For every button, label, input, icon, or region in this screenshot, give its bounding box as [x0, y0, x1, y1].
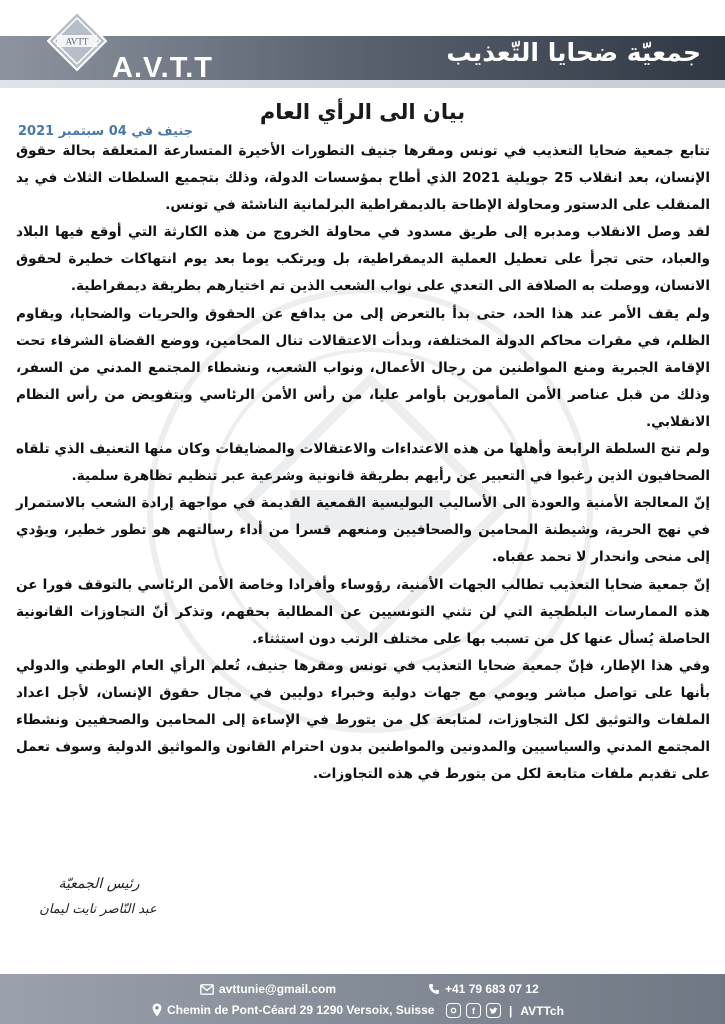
- instagram-icon[interactable]: [446, 1003, 461, 1018]
- document-title: بيان الى الرأي العام: [259, 100, 466, 124]
- org-name: جمعيّة ضحايا التّعذيب: [446, 38, 701, 67]
- paragraph: ولم يقف الأمر عند هذا الحد، حتى بدأ بالتعرض إلى من يدافع عن الحقوق والحريات والضحايا، ويقاوم الظلم، في مقرات محاكم الدولة المختلفة، وبدأت الاعتقالات تنال المحامين، ووضع القضاة الشرفاء تحت الإقامة الجبرية ومنع المواطنين من رجال الأعمال، ونواب الشعب، ونشطاء المجتمع المدني من السفر، وذلك من قبل عناصر الأمن المأمورين بأوامر عليا، من رأس الأمن الرئاسي وبتفويض من رأس النظام الانقلابي.: [16, 305, 710, 430]
- footer: [0, 974, 725, 1024]
- footer-email[interactable]: [200, 982, 336, 996]
- footer-address: [152, 1003, 434, 1017]
- org-acronym: A.V.T.T: [112, 52, 214, 84]
- location-pin-icon: [152, 1003, 162, 1017]
- social-handle: AVTTch: [520, 1003, 564, 1018]
- paragraph: وفي هذا الإطار، فإنّ جمعية ضحايا التعذيب في تونس ومقرها جنيف، تُعلم الرأي العام الوطني والدولي بأنها على تواصل مباشر ويومي مع جهات دولية وخبراء دوليين في مجال حقوق الإنسان، لأجل اعداد الملفات والتوثيق لكل التجاوزات، لمتابعة كل من يتورط في الإساءة إلى المحامين والصحفيين ونشطاء المجتمع المدني والسياسيين والمدونين والمواطنين بدون احترام القانون والمواثيق الدولية وسوف تعمل على تقديم ملفات متابعة لكل من يتورط في هذه التجاوزات.: [16, 657, 710, 783]
- mail-icon: [200, 984, 214, 995]
- paragraph: إنّ المعالجة الأمنية والعودة الى الأساليب البوليسية القمعية القديمة في مواجهة إرادة الشعب بالاستمرار في نهج الحرية، وشيطنة المحامين والصحافيين ومنعهم قسرا من أداء رسالتهم هو تطور خطير، ويؤدي إلى منحى وانحدار لا تحمد عقباه.: [16, 495, 710, 566]
- footer-social[interactable]: [446, 1003, 564, 1018]
- email-text: avttunie@gmail.com: [219, 982, 337, 996]
- facebook-icon[interactable]: f: [466, 1003, 481, 1018]
- paragraph: إنّ جمعية ضحايا التعذيب تطالب الجهات الأمنية، رؤوساء وأفرادا وخاصة الأمن الرئاسي بالتوقف فورا عن هذه الممارسات البلطجية التي لن تثني التونسيين عن المطالبة بحقهم، وتذكر أنّ التجاوزات القانونية الحاصلة يُسأل عنها كل من تسبب بها على مختلف الرتب دون استثناء.: [16, 576, 710, 647]
- header-underline: [0, 80, 725, 88]
- phone-icon: [428, 983, 440, 995]
- logo-text: AVTT: [65, 36, 89, 47]
- letterhead: [0, 0, 725, 100]
- signature-name: عبد النّاصر نايت ليمان: [39, 902, 157, 917]
- address-text: Chemin de Pont-Céard 29 1290 Versoix, Suisse: [167, 1003, 435, 1017]
- paragraph: لقد وصل الانقلاب ومدبره إلى طريق مسدود في محاولة الخروج من هذه الكارثة التي أوقع فيها البلاد والعباد، حتى تجرأ على تعطيل العملية الديمقراطية، بل ويرتكب يوما بعد يوم انتهاكات خطيرة لحقوق الانسان، ووصلت به الصلافة الى التعدي على نواب الشعب الذين تم اختيارهم بطريقة ديمقراطية.: [16, 224, 710, 295]
- separator: |: [509, 1003, 513, 1018]
- paragraph: ولم تنج السلطة الرابعة وأهلها من هذه الاعتداءات والاعتقالات والمضايقات وكان منها التعنيف الذي تلقاه الصحافيون الذين رغبوا في التعبير عن رأيهم بطريقة قانونية وشرعية عبر تنظيم تظاهرة سلمية.: [16, 441, 710, 485]
- footer-phone[interactable]: [428, 982, 539, 996]
- twitter-icon[interactable]: [486, 1003, 501, 1018]
- paragraph: تتابع جمعية ضحايا التعذيب في تونس ومقرها جنيف التطورات الأخيرة المتسارعة المتعلقة بحالة حقوق الإنسان، بعد انقلاب 25 جويلية 2021 الذي أطاح بمؤسسات الدولة، وذلك بتجميع السلطات الثلاث في يد المنقلب على الدستور ومحاولة الإطاحة بالديمقراطية البرلمانية الناشئة في تونس.: [16, 143, 711, 214]
- phone-text: +41 79 683 07 12: [445, 982, 539, 996]
- document-date: جنيف في 04 سبتمبر 2021: [18, 124, 194, 139]
- document-body: [16, 138, 710, 788]
- signature-title: رئيس الجمعيّة: [58, 876, 140, 892]
- avtt-logo-icon: [46, 10, 108, 72]
